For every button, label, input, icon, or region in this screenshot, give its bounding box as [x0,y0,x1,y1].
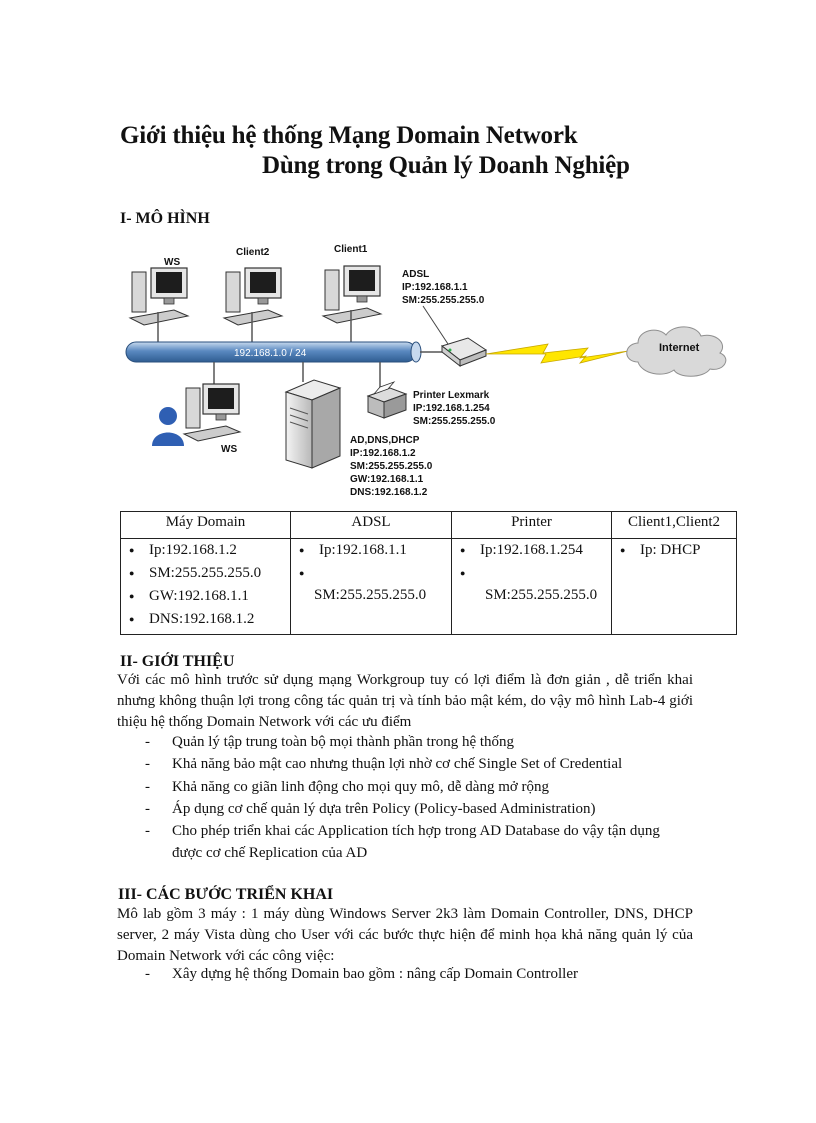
table-header-client: Client1,Client2 [612,512,737,539]
server-roles: AD,DNS,DHCP [350,435,420,446]
list-item: ● Ip:192.168.1.254 [452,539,611,562]
list-item-continued: SM:255.255.255.0 [485,587,598,603]
client2-computer-icon [224,247,282,342]
adsl-ip: IP:192.168.1.1 [402,282,468,293]
section3-heading: III- CÁC BƯỚC TRIỂN KHAI [118,886,334,903]
dash-marker: - [145,966,150,982]
list-item: ● Ip:192.168.1.2 [121,539,290,562]
dash-marker: - [145,734,150,750]
page-title-line1: Giới thiệu hệ thống Mạng Domain Network [120,122,578,149]
list-item: ● SM:255.255.255.0 [121,562,290,585]
section3-intro: Mô lab gồm 3 máy : 1 máy dùng Windows Server 2k3 làm Domain Controller, DNS, DHCP server, 2 máy Vista dùng cho User với các bước thực hiện để minh họa khả năng quản lý của Domain Network với các công việc: [117,906,693,964]
list-item-text: Khả năng co giãn linh động cho mọi quy mô, dễ dàng mở rộng [172,779,550,795]
internet-cloud-icon [627,327,726,376]
adsl-name: ADSL [402,269,430,280]
user-icon [152,407,184,446]
server-label [350,435,433,498]
printer-label [413,390,496,427]
table-cell-domain [121,539,291,635]
network-diagram [118,232,748,508]
section2-heading: II- GIỚI THIỆU [120,653,235,670]
table-header-printer: Printer [452,512,612,539]
list-item-text: Xây dựng hệ thống Domain bao gồm : nâng cấp Domain Controller [172,966,578,982]
adsl-sm: SM:255.255.255.0 [402,295,485,306]
list-item [452,562,611,584]
client2-label: Client2 [236,247,270,258]
list-item-continued: SM:255.255.255.0 [314,587,427,603]
dash-marker: - [145,779,150,795]
server-sm: SM:255.255.255.0 [350,461,433,472]
table-header-adsl: ADSL [291,512,452,539]
section2-intro: Với các mô hình trước sử dụng mạng Workgroup tuy có lợi điểm là đơn giản , dễ triển khai nhưng không thuận lợi trong công tác quản trị và tính bảo mật kém, do vậy mô hình Lab-4 giới thiệu hệ thống Domain Network với các ưu điểm [117,672,693,730]
list-item-text: Khả năng bảo mật cao nhưng thuận lợi nhờ cơ chế Single Set of Credential [172,756,623,772]
adsl-router-icon [420,306,486,366]
dash-marker: - [145,756,150,772]
table-cell-printer [452,539,612,635]
list-item: ● Ip:192.168.1.1 [291,539,451,562]
table-cell-adsl [291,539,452,635]
printer-name: Printer Lexmark [413,390,490,401]
printer-icon [368,362,406,418]
list-item: ● DNS:192.168.1.2 [121,608,290,631]
client1-label: Client1 [334,244,368,255]
ip-config-table [120,511,737,635]
list-item-text: Cho phép triển khai các Application tích hợp trong AD Database do vậy tận dụng được cơ chế Replication của AD [172,823,660,861]
list-item-text: Quản lý tập trung toàn bộ mọi thành phần trong hệ thống [172,734,515,750]
dash-marker: - [145,823,150,839]
network-bus [126,342,421,362]
ws-top-label: WS [164,257,181,268]
client1-computer-icon [323,244,381,342]
ws-bottom-label: WS [221,444,238,455]
internet-label: Internet [659,342,700,354]
workstation-icon [130,257,188,342]
workstation-bottom-icon [184,362,240,455]
printer-sm: SM:255.255.255.0 [413,416,496,427]
server-dns: DNS:192.168.1.2 [350,487,428,498]
list-item: ● GW:192.168.1.1 [121,585,290,608]
server-ip: IP:192.168.1.2 [350,448,416,459]
table-cell-client [612,539,737,635]
list-item: ● Ip: DHCP [612,539,736,562]
wan-link-lightning-icon [486,344,628,363]
list-item [145,820,700,866]
section1-heading: I- MÔ HÌNH [120,210,210,227]
server-icon [286,362,340,468]
list-item-text: Áp dụng cơ chế quản lý dựa trên Policy (Policy-based Administration) [172,801,596,817]
table-header-domain: Máy Domain [121,512,291,539]
list-item [291,562,451,584]
network-bus-label: 192.168.1.0 / 24 [234,348,307,359]
server-gw: GW:192.168.1.1 [350,474,424,485]
page-title-line2: Dùng trong Quản lý Doanh Nghiệp [262,152,630,179]
dash-marker: - [145,801,150,817]
adsl-label [402,269,485,306]
printer-ip: IP:192.168.1.254 [413,403,490,414]
